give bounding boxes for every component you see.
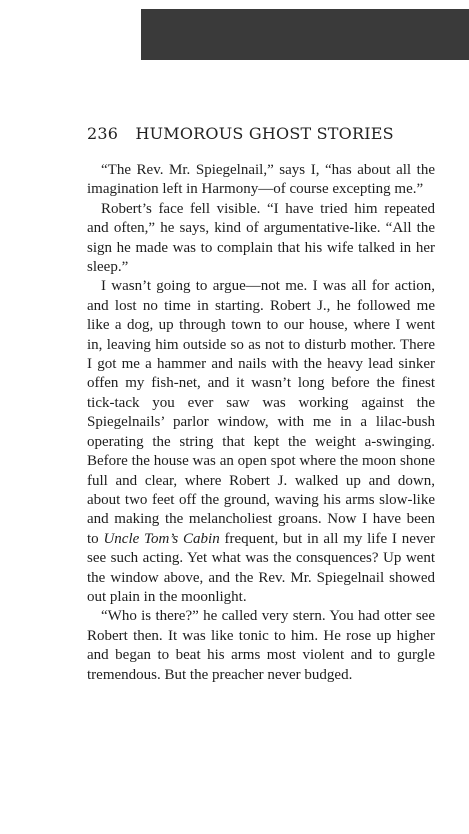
page-body <box>87 161 435 685</box>
running-header <box>87 124 397 143</box>
paragraph: “The Rev. Mr. Spiegelnail,” says I, “has about all the imagination left in Harmony—of course excepting me.” <box>87 162 435 198</box>
paragraph-text: I wasn’t going to argue—not me. I was all for action, and lost no time in starting. Robert J., he followed me like a dog, up through town to our house, where I went in, leaving him outside so as not to disturb mother. There I got me a hammer and nails with the heavy lead sinker offen my fish-net, and it wasn’t long before the finest tick-tack you ever saw was working against the Spiegelnails’ parlor window, with me in a lilac-bush operating the string that kept the weight a-swinging. Before the house was an open spot where the moon shone full and clear, where Robert J. walked up and down, about two feet off the ground, waving his arms slow-like and making the melancholiest groans. Now I have been to <box>87 278 435 547</box>
paragraph <box>87 277 435 607</box>
paragraph: Robert’s face fell visible. “I have tried him repeated and often,” he says, kind of argumentative-like. “All the sign he made was to complain that his wife talked in her sleep.” <box>87 200 435 276</box>
page-number: 236 <box>87 124 119 143</box>
paragraph-text-tail: frequent, but in all my life I never see such acting. Yet what was the consquences? Up went the window above, and the Rev. Mr. Spiegelnail showed out plain in the moonlight. <box>87 530 436 605</box>
running-title: HUMOROUS GHOST STORIES <box>135 124 394 143</box>
scan-shadow-bar <box>141 9 469 60</box>
book-title: Uncle Tom’s Cabin <box>103 530 220 547</box>
paragraph: “Who is there?” he called very stern. You had otter see Robert then. It was like tonic to him. He rose up higher and began to beat his arms most violent and to gurgle tremendous. But the preacher never budged. <box>87 608 435 683</box>
